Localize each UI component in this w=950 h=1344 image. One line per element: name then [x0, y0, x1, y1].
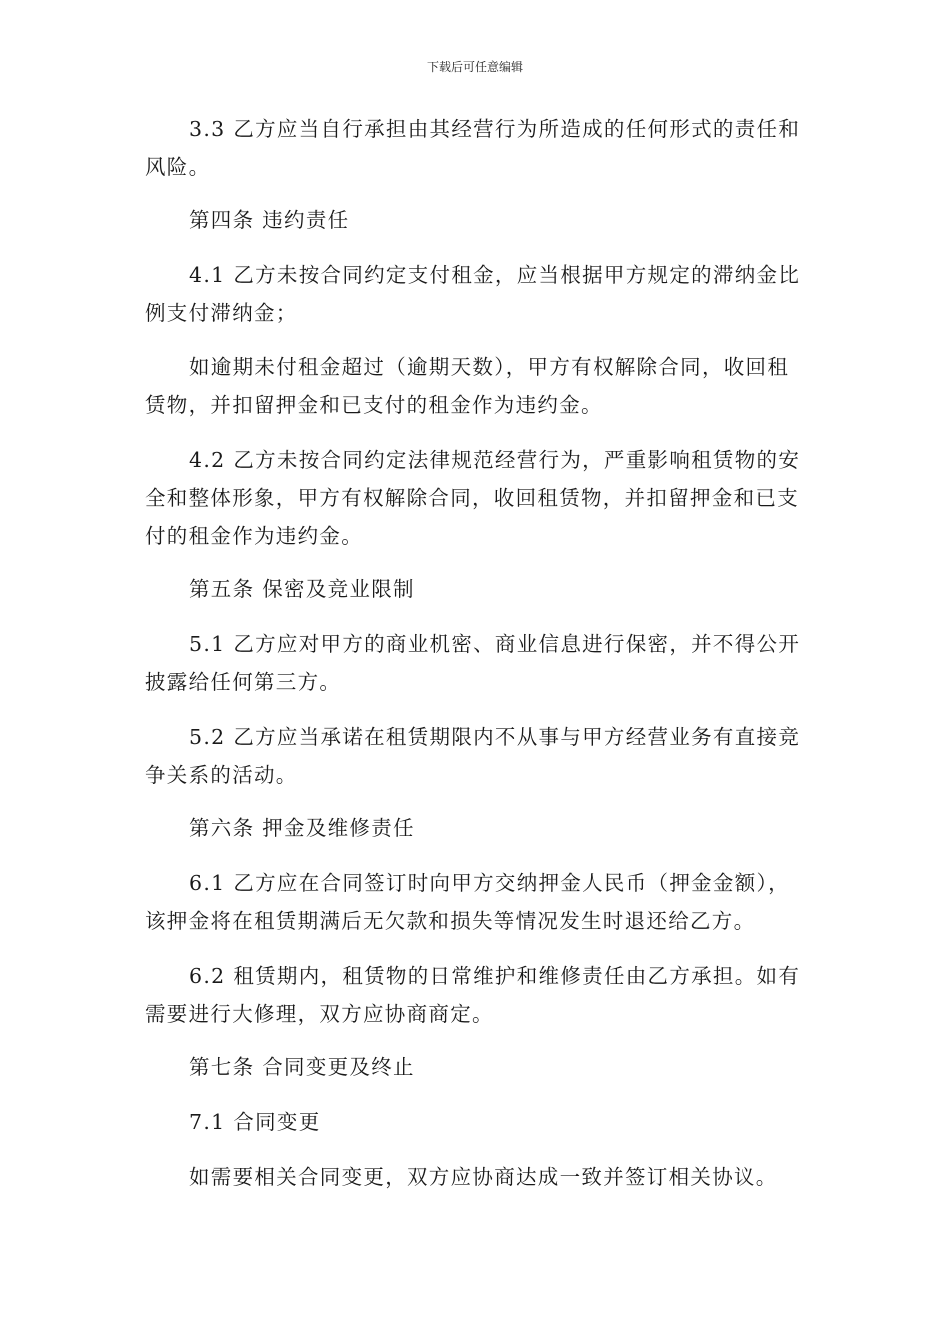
clause-7-1: 7.1 合同变更 [189, 1110, 321, 1134]
clause-5-1: 5.1 乙方应对甲方的商业机密、商业信息进行保密，并不得公开披露给任何第三方。 [145, 632, 801, 694]
clause-5-2: 5.2 乙方应当承诺在租赁期限内不从事与甲方经营业务有直接竞争关系的活动。 [145, 725, 801, 787]
clause-4-2: 4.2 乙方未按合同约定法律规范经营行为，严重影响租赁物的安全和整体形象，甲方有权解除合同，收回租赁物，并扣留押金和已支付的租金作为违约金。 [145, 448, 801, 548]
clause-3-3: 3.3 乙方应当自行承担由其经营行为所造成的任何形式的责任和风险。 [145, 117, 801, 179]
clause-7-1-text: 如需要相关合同变更，双方应协商达成一致并签订相关协议。 [189, 1165, 778, 1189]
clause-6-1: 6.1 乙方应在合同签订时向甲方交纳押金人民币（押金金额），该押金将在租赁期满后无欠款和损失等情况发生时退还给乙方。 [145, 871, 790, 933]
article-5-heading: 第五条 保密及竞业限制 [189, 577, 415, 601]
article-7-heading: 第七条 合同变更及终止 [189, 1055, 415, 1079]
article-4-heading: 第四条 违约责任 [189, 208, 350, 232]
clause-6-2: 6.2 租赁期内，租赁物的日常维护和维修责任由乙方承担。如有需要进行大修理，双方应协商商定。 [145, 964, 801, 1026]
article-6-heading: 第六条 押金及维修责任 [189, 816, 415, 840]
page-header: 下载后可任意编辑 [426, 60, 523, 74]
clause-4-1: 4.1 乙方未按合同约定支付租金，应当根据甲方规定的滞纳金比例支付滞纳金； [145, 263, 801, 325]
clause-4-1-overdue: 如逾期未付租金超过（逾期天数），甲方有权解除合同，收回租赁物，并扣留押金和已支付的租金作为违约金。 [145, 355, 790, 417]
